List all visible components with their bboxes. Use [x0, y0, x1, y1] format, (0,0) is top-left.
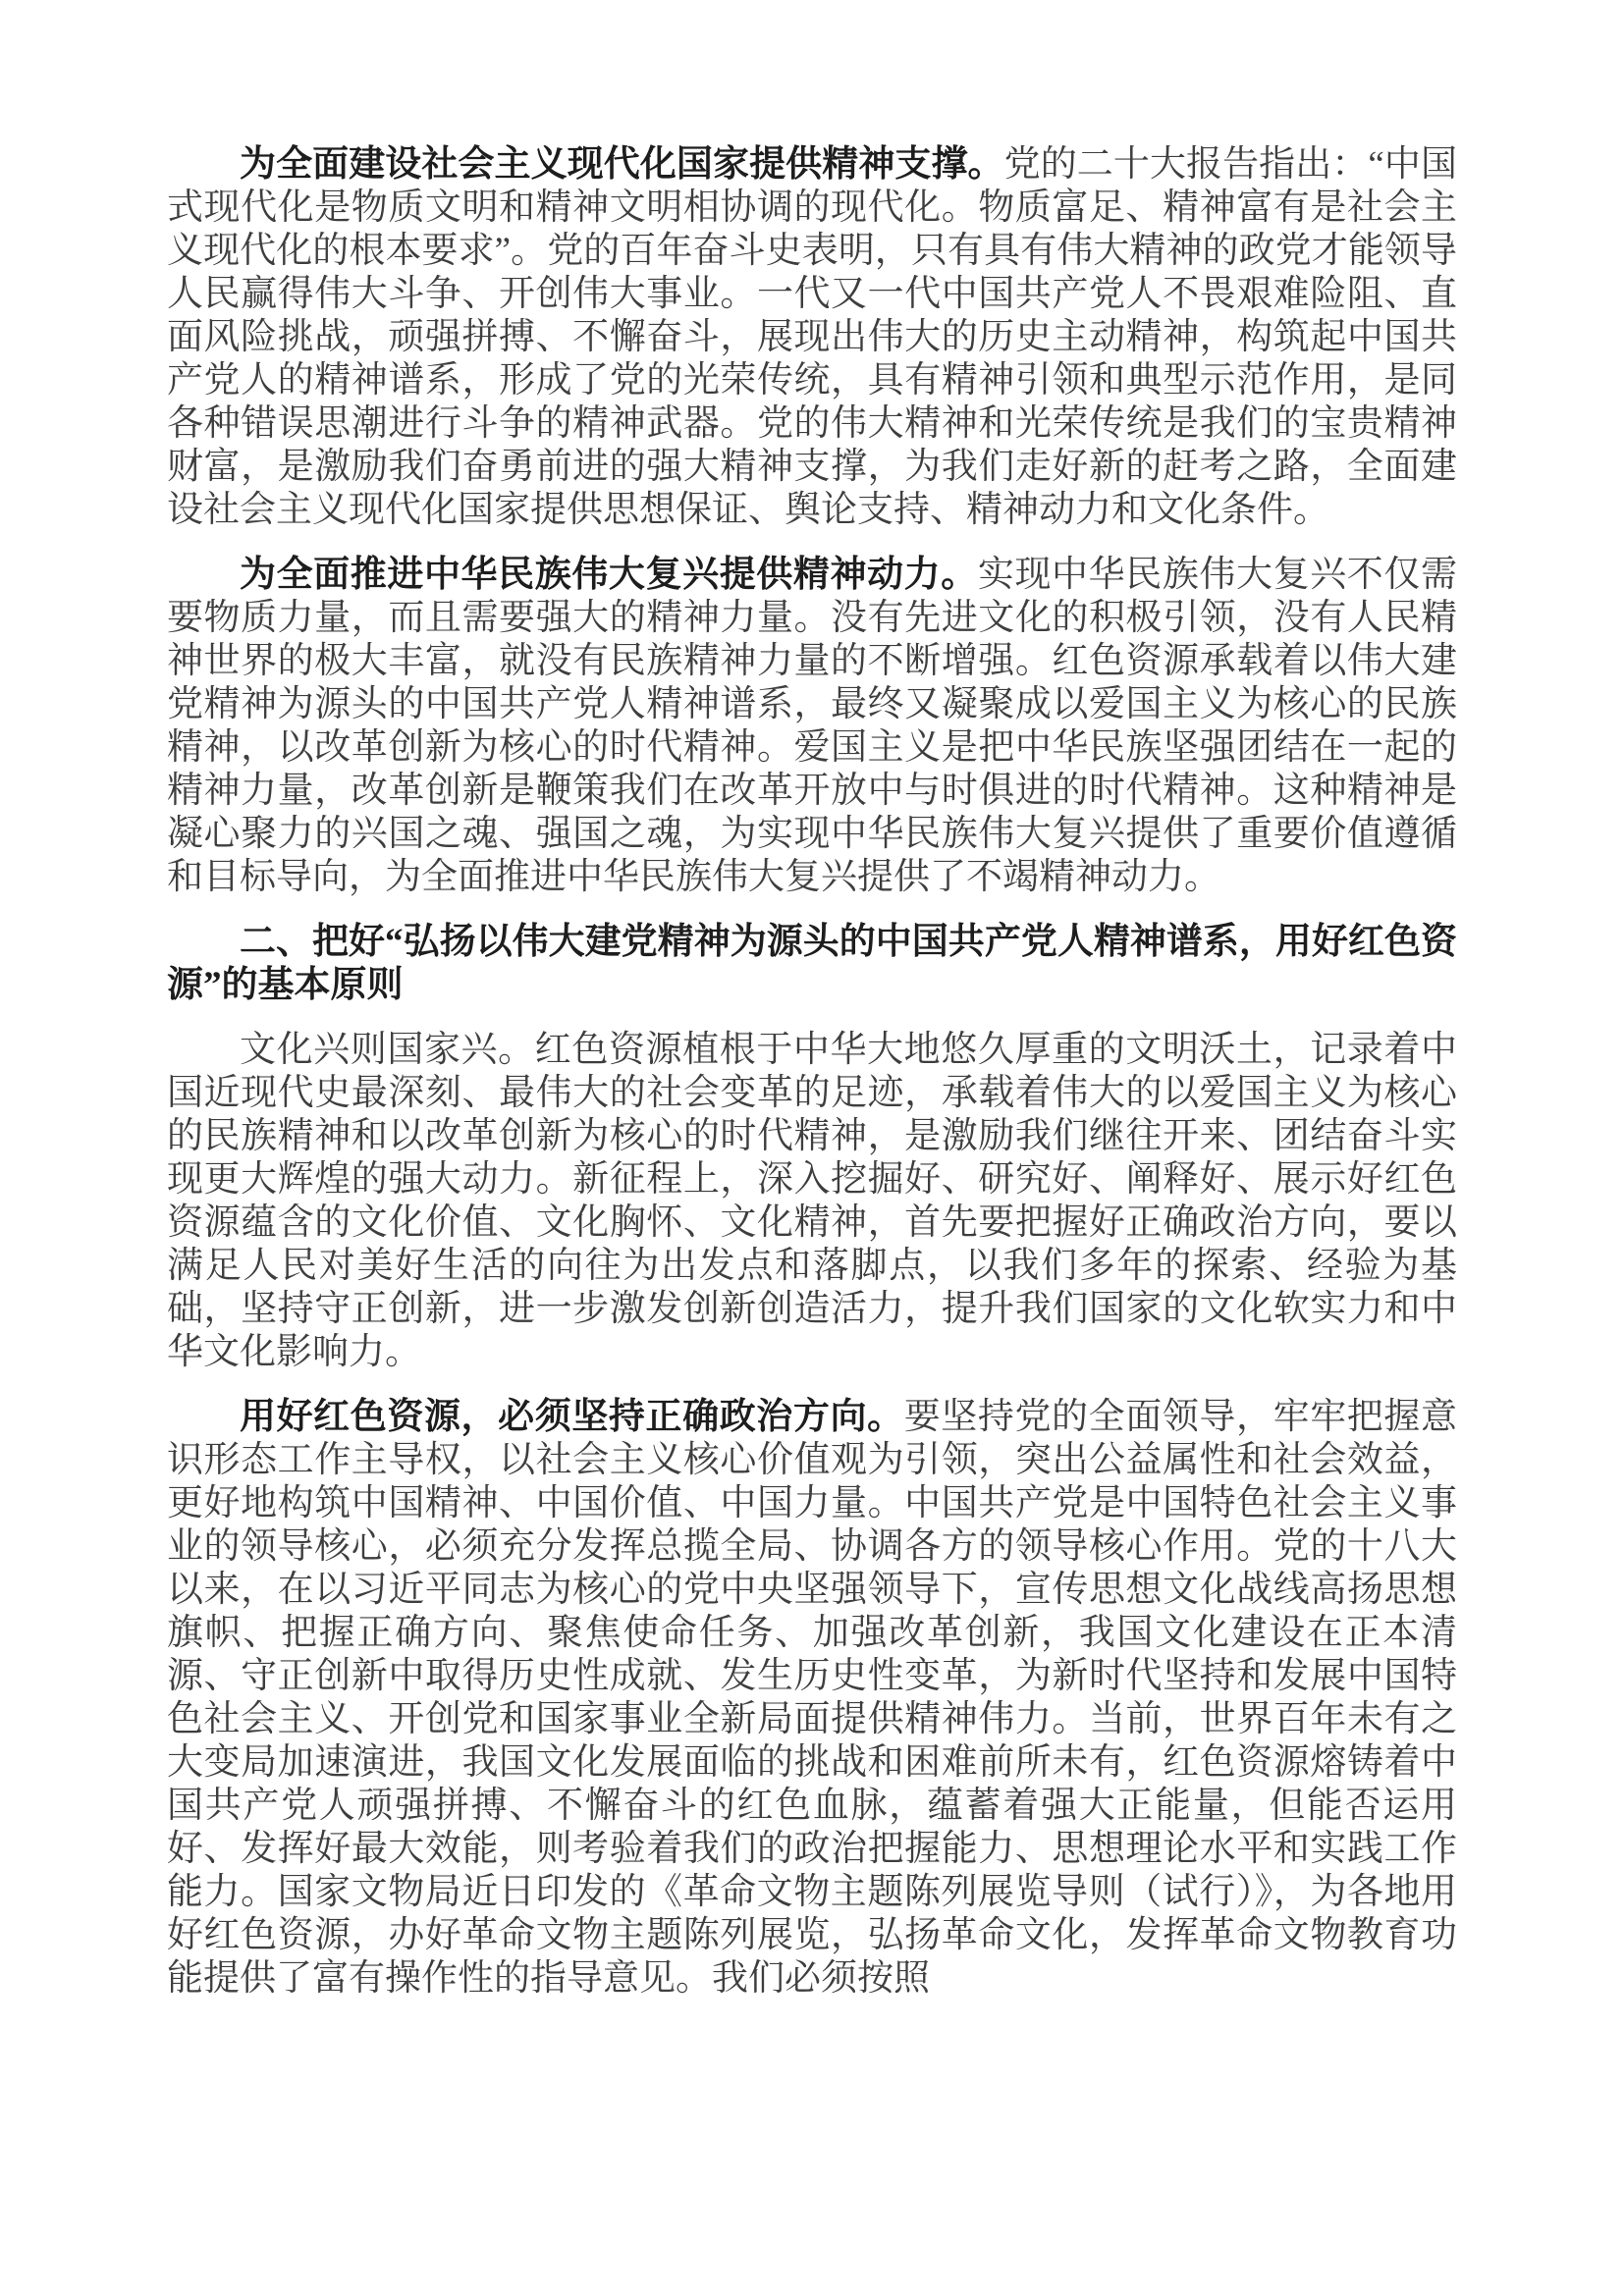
paragraph-lead: 为全面建设社会主义现代化国家提供精神支撑。	[240, 144, 1004, 185]
paragraph-spiritual-power	[167, 554, 1457, 899]
paragraph-spiritual-support	[167, 143, 1457, 532]
paragraph-text: 党的二十大报告指出：“中国式现代化是物质文明和精神文明相协调的现代化。物质富足、精神富有是社会主义现代化的根本要求”。党的百年奋斗史表明，只有具有伟大精神的政党才能领导人民赢得伟大斗争、开创伟大事业。一代又一代中国共产党人不畏艰难险阻、直面风险挑战，顽强拼搏、不懈奋斗，展现出伟大的历史主动精神，构筑起中国共产党人的精神谱系，形成了党的光荣传统，具有精神引领和典型示范作用，是同各种错误思潮进行斗争的精神武器。党的伟大精神和光荣传统是我们的宝贵精神财富，是激励我们奋勇前进的强大精神支撑，为我们走好新的赶考之路，全面建设社会主义现代化国家提供思想保证、舆论支持、精神动力和文化条件。	[167, 144, 1457, 530]
document-page	[167, 143, 1457, 2022]
paragraph-lead: 用好红色资源，必须坚持正确政治方向。	[240, 1397, 904, 1437]
paragraph-text: 要坚持党的全面领导，牢牢把握意识形态工作主导权，以社会主义核心价值观为引领，突出公益属性和社会效益，更好地构筑中国精神、中国价值、中国力量。中国共产党是中国特色社会主义事业的领导核心，必须充分发挥总揽全局、协调各方的领导核心作用。党的十八大以来，在以习近平同志为核心的党中央坚强领导下，宣传思想文化战线高扬思想旗帜、把握正确方向、聚焦使命任务、加强改革创新，我国文化建设在正本清源、守正创新中取得历史性成就、发生历史性变革，为新时代坚持和发展中国特色社会主义、开创党和国家事业全新局面提供精神伟力。当前，世界百年未有之大变局加速演进，我国文化发展面临的挑战和困难前所未有，红色资源熔铸着中国共产党人顽强拼搏、不懈奋斗的红色血脉，蕴蓄着强大正能量，但能否运用好、发挥好最大效能，则考验着我们的政治把握能力、思想理论水平和实践工作能力。国家文物局近日印发的《革命文物主题陈列展览导则（试行）》，为各地用好红色资源，办好革命文物主题陈列展览，弘扬革命文化，发挥革命文物教育功能提供了富有操作性的指导意见。我们必须按照	[167, 1397, 1457, 1999]
paragraph-culture-thrives	[167, 1029, 1457, 1374]
paragraph-lead: 为全面推进中华民族伟大复兴提供精神动力。	[240, 555, 978, 595]
paragraph-text: 文化兴则国家兴。红色资源植根于中华大地悠久厚重的文明沃土，记录着中国近现代史最深刻、最伟大的社会变革的足迹，承载着伟大的以爱国主义为核心的民族精神和以改革创新为核心的时代精神，是激励我们继往开来、团结奋斗实现更大辉煌的强大动力。新征程上，深入挖掘好、研究好、阐释好、展示好红色资源蕴含的文化价值、文化胸怀、文化精神，首先要把握好正确政治方向，要以满足人民对美好生活的向往为出发点和落脚点，以我们多年的探索、经验为基础，坚持守正创新，进一步激发创新创造活力，提升我们国家的文化软实力和中华文化影响力。	[167, 1030, 1457, 1372]
section-heading: 二、把好“弘扬以伟大建党精神为源头的中国共产党人精神谱系，用好红色资源”的基本原则	[167, 922, 1457, 1005]
paragraph-political-direction	[167, 1396, 1457, 2001]
paragraph-text: 实现中华民族伟大复兴不仅需要物质力量，而且需要强大的精神力量。没有先进文化的积极引领，没有人民精神世界的极大丰富，就没有民族精神力量的不断增强。红色资源承载着以伟大建党精神为源头的中国共产党人精神谱系，最终又凝聚成以爱国主义为核心的民族精神，以改革创新为核心的时代精神。爱国主义是把中华民族坚强团结在一起的精神力量，改革创新是鞭策我们在改革开放中与时俱进的时代精神。这种精神是凝心聚力的兴国之魂、强国之魂，为实现中华民族伟大复兴提供了重要价值遵循和目标导向，为全面推进中华民族伟大复兴提供了不竭精神动力。	[167, 555, 1457, 897]
